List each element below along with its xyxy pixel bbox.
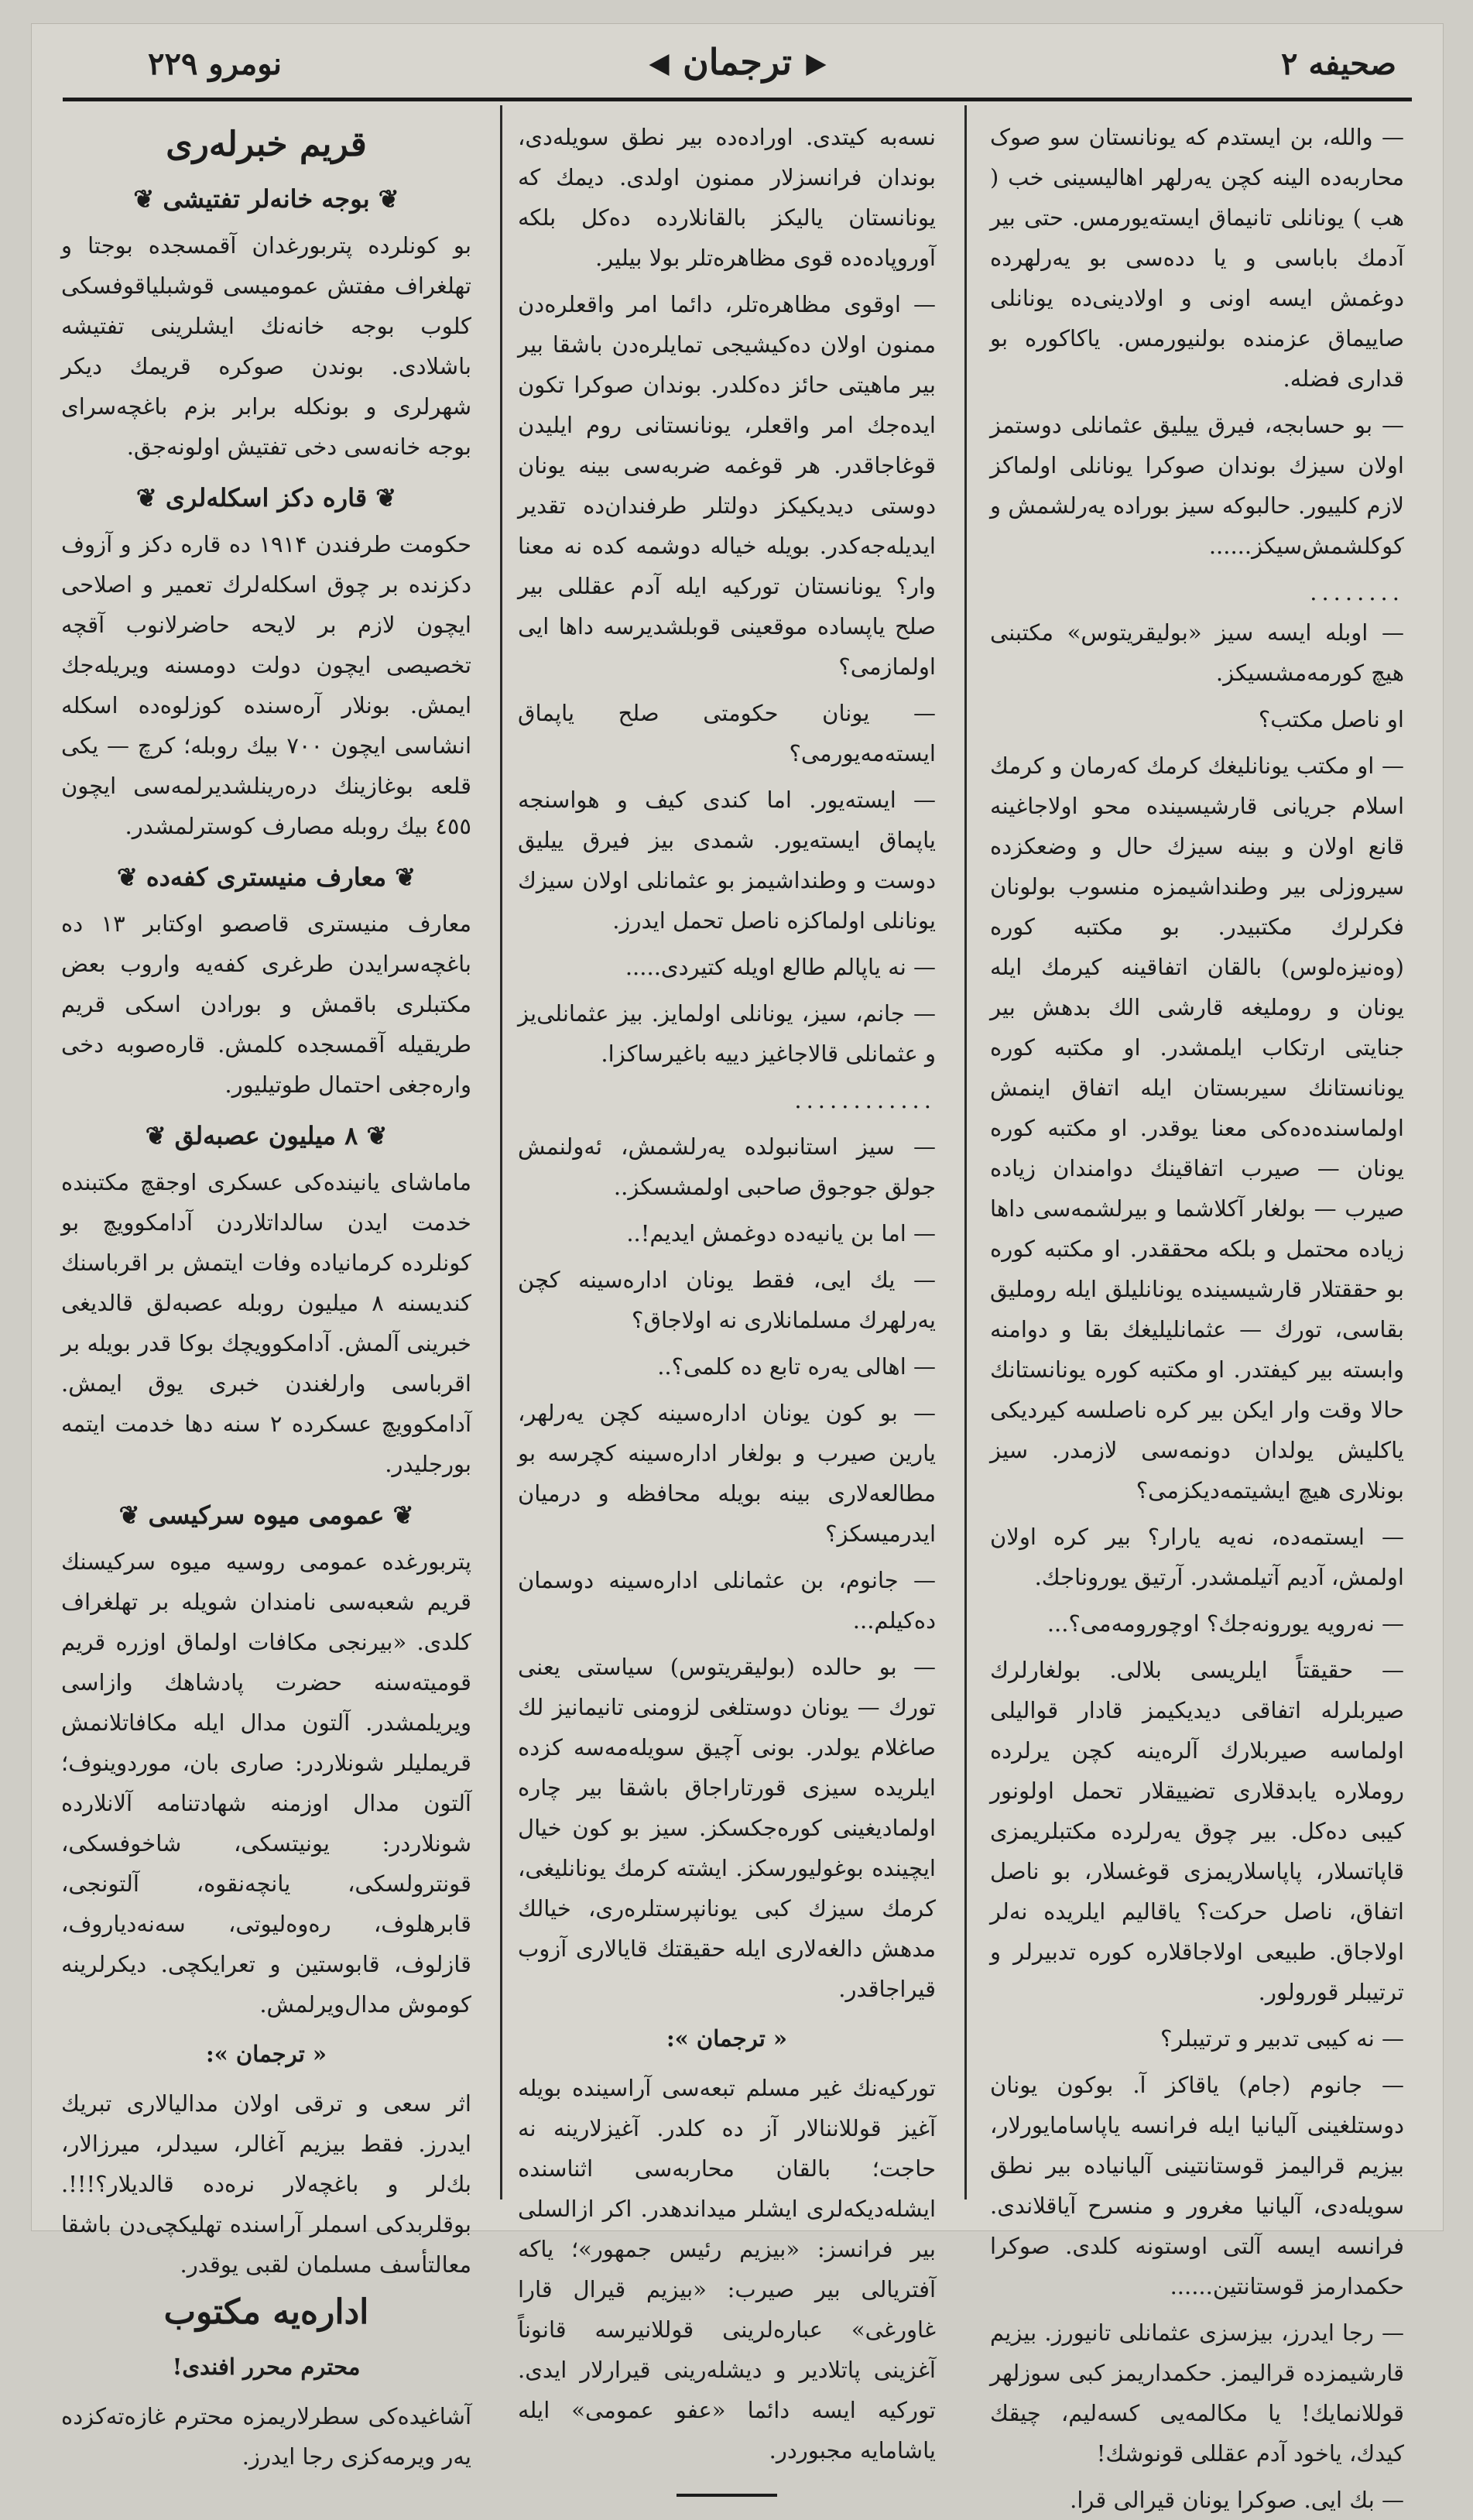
- paragraph: — اهالی یه‌ره تابع ده کلمی؟..: [657, 1353, 936, 1380]
- paragraph: — بو حالده (بولیقریتوس) سیاستی یعنی تورك — یونان دوستلغی لزومنی تانیمانیز لك صاغلام یولدر. بونی آچیق سویله‌مه‌سه کزده ایلریده سیزی قورتاراجاق باشقا بیر چاره اولمادیغینی کوره‌جکسکز. سیز بو کون خیال ایچینده بوغولیورسکز. ایشته کرمك یونانلیغی، کرمك سیزك کبی یونانپرستلره‌ری، خیالك مدهش دالغه‌لاری ایله حقیقتك قایالاری آزوب قیراجاقدر.: [518, 1654, 936, 2002]
- section-title: قریم خبرله‌ری: [166, 125, 367, 164]
- paragraph: — ایستمه‌ده، نه‌یه یارار؟ بیر کره اولان اولمش، آدیم آتیلمشدر. آرتیق یوروناجك.: [990, 1524, 1404, 1590]
- paragraph: — والله، بن ایستدم که یونانستان سو صوک محاربه‌ده الینه کچن یه‌رلهر اهالیسینی خب ( هب ) یونانلی تانیماق ایسته‌یورمس. حتی بیر آدمك باباسی و یا دده‌سی بو یه‌رلهرده دوغمش ایسه اونی و اولادینی‌ده یونانلی صاییماق عزمنده بولنیورمس. یاکاکوره بو قداری فضله.: [990, 124, 1404, 392]
- paragraph: — اوقوی مظاهره‌تلر، دائما امر واقعلره‌دن ممنون اولان ده‌کیشیجی تمایلره‌دن باشقا بیر بیر ماهیتی حائز ده‌کلدر. بوندان صوکرا تکون ایده‌جك امر واقعلر، یونانستانی روم ایلیدن قوغاجاقدر. هر قوغمه ضربه‌سی بینه یونان دوستی دیدیکیکز دولتلر طرفندان‌ده تقدیر ایدیله‌جه‌کدر. بویله خیاله دوشمه کده نه معنا وار؟ یونانستان تورکیه ایله آدم عقللی بیر صلح یاپساده موقعینی قوبلشدیرسه داها ایی اولمازمی؟: [518, 291, 936, 680]
- paragraph: نسه‌به کیتدی. اوراده‌ده بیر نطق سویله‌دی، بوندان فرانسزلار ممنون اولدی. دیمك که یونانستان یالیکز بالقانلارده ده‌کل بلکه آوروپاده‌ده قوی مظاهره‌تلر بولا بیلیر.: [518, 124, 936, 271]
- paragraph: — اما بن یانیه‌ده دوغمش ایدیم!..: [626, 1220, 936, 1246]
- letter-title: اداره‌یه مکتوب: [163, 2292, 369, 2332]
- end-rule: [677, 2494, 777, 2497]
- paragraph: — حقیقتاً ایلریسی بلالی. بولغارلرك صیربلرله اتفاقی دیدیکیمز قادار قوالیلی اولماسه صیربلارك آلره‌ینه کچن یرلرده روملاره یابدقلاری تضییقلار تحمل اولونور کیبی ده‌کل. بیر چوق یه‌رلرده مکتبلریمزی قاپاتسلار، پاپاسلاریمزی قوغسلار، بو ناصل اتفاق، ناصل حرکت؟ یاقالیم ایلریده نه‌لر اولاجاق. طبیعی اولاجاقلاره کوره تدبیرلر و ترتیبلر قورولور.: [990, 1657, 1404, 2005]
- paragraph: — بك ایی. صوکرا یونان قیرالی قرا.: [1070, 2487, 1404, 2513]
- column-right: [990, 117, 1404, 2513]
- item-heading: ❦ قاره دکز اسکله‌لری ❦: [61, 478, 471, 518]
- page-number: صحیفه ۲: [1281, 46, 1396, 82]
- column-left: [61, 117, 472, 2470]
- item-text: بو کونلرده پتربورغدان آقمسجده بوجتا و تهلغراف مفتش عمومیسی قوشبلیاقوفسکی کلوب بوجه خانه‌نك ایشلرینی تفتیشه باشلادی. بوندن صوکره قریمك دیکر شهرلری و بونکله برابر بزم باغچه‌سرای بوجه خانه‌سی دخی تفتیش اولونه‌جق.: [61, 232, 471, 460]
- item-heading: ❦ بوجه خانه‌لر تفتیشی ❦: [61, 179, 471, 219]
- paragraph: — یونان حکومتی صلح یاپماق ایسته‌مه‌یورمی؟: [518, 700, 936, 766]
- header-rule: [63, 98, 1412, 101]
- paragraph: — جانم، سیز، یونانلی اولمایز. بیز عثمانلی‌یز و عثمانلی قالاجاغیز دییه باغیرساکزا.: [518, 1000, 936, 1067]
- item-heading: ❦ ۸ میلیون عصبه‌لق ❦: [61, 1116, 471, 1156]
- paragraph: — اوبله ایسه سیز «بولیقریتوس» مکتبنی هیچ کورمه‌مشسیکز.: [990, 619, 1404, 686]
- paragraph: او ناصل مکتب؟: [1258, 706, 1404, 732]
- ellipsis-separator: ............: [794, 1087, 936, 1113]
- issue-number: نومرو ۲۲۹: [148, 46, 282, 82]
- paragraph: — جانوم (جام) یاقاکز آ. بوکون یونان دوستلغینی آلیانیا ایله فرانسه یاپاسامایورلار، بیزیم قرالیمز قوستانتینی آلیانیاده بیر نطق سویله‌دی، آلیانیا مغرور و منسرح آیاقلاندی. فرانسه ایسه آلتی اوستونه کلدی. صوکرا حکمدارمز قوستانتین......: [990, 2072, 1404, 2299]
- letter-text: آشاغیده‌کی سطرلاریمزه محترم غازه‌ته‌کزده یه‌ر ویرمه‌کزی رجا ایدرز.: [61, 2403, 471, 2470]
- column-divider: [500, 105, 502, 2199]
- paragraph: — نه یاپالم طالع اویله کتیردی.....: [625, 954, 936, 980]
- paragraph: — او مکتب یونانلیغك کرمك که‌رمان و کرمك اسلام جریانی قارشیسینده محو اولاجاغینه قانع اولان و بینه سیزك حال و وضعکزده سیروزلی بیر وطنداشیمزه منسوب بولونان فکرلرك مکتبیدر. بو مکتبه کوره (وه‌نیزه‌لوس) بالقان اتفاقینه کیرمك ایله یونان و روملیغه قارشی الك بدهش بیر جنایتی ارتکاب ایلمشدر. او مکتبه کوره یونانستانك سیربستان ایله اتفاق اینمش اولماسنده‌ده‌کی معنا یوقدر. او مکتبه کوره یونان — صیرب اتفاقینك دوامندان زیاده صیرب — بولغار آکلاشما و بیرلشمه‌سی داها زیاده محتمل و بلکه محققدر. او مکتبه کوره بو حققتلار قارشیسینده یونانلیلق ایله روملیق بقاسی، تورك — عثمانلیلیغك بقا و دوامنه وابسته بیر کیفتدر. او مکتبه کوره یونانستانك حالا وقت وار ایکن بیر کره ناصلسه کیردیکی یاکلیش یولدان دونمه‌سی لازمدر. سیز بونلاری هیچ ایشیتمه‌دیکزمی؟: [990, 753, 1404, 1503]
- paragraph: — سیز استانبولده یه‌رلشمش، ئه‌ولنمش جولق جوجوق صاحبی اولمشسکز..: [518, 1133, 936, 1200]
- ellipsis-separator: ........: [1310, 579, 1404, 605]
- item-text: پتربورغده عمومی روسیه میوه سرکیسنك قریم شعبه‌سی نامندان شویله بر تهلغراف کلدی. «بیرنجی مکافات اولماق اوزره قریم قومیته‌سنه حضرت پادشاهك وازاسی ویریلمشدر. آلتون مدال ایله مکافاتلانمش قریملیلر شونلاردر: صاری بان، موردوینوف؛ آلتون مدال اوزمنه شهادتنامه آلانلارده شونلاردر: یونیتسکی، شاخوفسکی، قونترولسکی، یانچه‌نقوه، آلتونجی، قابرهلوف، ره‌وه‌لیوتی، سه‌نه‌دیاروف، قازلوف، قابوستین و تعرایکچی. دیکرلرینه کوموش مدال‌ویرلمش.: [61, 1548, 471, 2018]
- letter-salutation: محترم محرر افندی!: [172, 2354, 361, 2380]
- page-header: [32, 24, 1443, 109]
- tarjuman-label: « ترجمان »:: [666, 2025, 788, 2052]
- paragraph: تورکیه‌نك غیر مسلم تبعه‌سی آراسینده بویله آغیز قوللاننالار آز ده کلدر. آغیزلارینه نه حاجت؛ بالقان محاربه‌سی اثناسنده ایشله‌دیکه‌لری ایشلر میداندهدر. اکر ازالسلی بیر فرانسز: «بیزیم رئیس جمهور»؛ یاکه آفتریالی بیر صیرب: «بیزیم قیرال قارا غاورغی» عباره‌لرینی قوللانیرسه قانوناً آغزینی پاتلادیر و دیشله‌رینی قیرارلار ایدی. تورکیه ایسه دائما «عفو عمومی» ایله یاشامایه مجبوردر.: [518, 2075, 936, 2463]
- paragraph: — ایسته‌یور. اما کندی کیف و هواسنجه یاپماق ایسته‌یور. شمدی بیز فیرق ییلیق دوست و وطنداشیمز بو عثمانلی اولان سیزك یونانلی اولماکزه ناصل تحمل ایدرز.: [518, 787, 936, 934]
- newspaper-page: [31, 23, 1444, 2513]
- item-heading: ❦ معارف منیستری کفه‌ده ❦: [61, 857, 471, 897]
- item-text: معارف منیستری قاصصو اوکتابر ۱۳ ده باغچه‌سرایدن طرغری کفه‌یه واروب بعض مکتبلری باقمش و بورادن اسکی قریم طریقیله آقمسجده کلمش. قاره‌صوبه دخی واره‌جغی احتمال طوتیلیور.: [61, 910, 472, 1098]
- paragraph: — یك ایی، فقط یونان اداره‌سینه کچن یه‌رلهرك مسلمانلاری نه اولاجاق؟: [518, 1267, 936, 1333]
- item-text: ماماشای یانینده‌کی عسکری اوجقچ مکتبنده خدمت ایدن سالداتلاردن آدامکوویچ بو کونلرده کرمانیاده وفات ایتمش بر اقرباسنك کندیسنه ۸ میلیون روبله عصبه‌لق قالدیغی خبرینی آلمش. آدامکوویچك بوکا قدر بویله بر اقرباسی وارلغندن خبری یوق ایمش. آدامکوویچ عسکرده ۲ سنه دها خدمت ایتمه بورجلیدر.: [61, 1169, 471, 1477]
- item-text: حکومت طرفندن ۱۹۱۴ ده قاره دکز و آزوف دکزنده بر چوق اسکله‌لرك تعمیر و اصلاحی ایچون لازم بر لایحه حاضرلانوب آقچه تخصیصی ایچون دولت دومسنه ویریله‌جك ایمش. بونلار آره‌سنده کوزلوه‌ده اسکله انشاسی ایچون ۷۰۰ بیك روبله؛ کرچ — یکی قلعه بوغازینك دره‌رینلشدیرلمه‌سی ایچون ٤٥٥ بیك روبله مصارف کوسترلمشدر.: [61, 531, 471, 839]
- paragraph: — نه‌رویه یورونه‌جك؟ اوچورومه‌می؟...: [1047, 1610, 1404, 1637]
- item-heading: ❦ عمومی میوه سرکیسی ❦: [61, 1495, 471, 1535]
- paragraph: — نه کیبی تدبیر و ترتیبلر؟: [1160, 2025, 1404, 2052]
- column-middle: [518, 117, 936, 2463]
- column-divider: [964, 105, 967, 2199]
- paragraph: — بو کون یونان اداره‌سینه کچن یه‌رلهر، یارین صیرب و بولغار اداره‌سینه کچرسه بو مطالعه‌لاری بینه بویله محافظه و درمیان ایدرمیسکز؟: [518, 1400, 936, 1547]
- tarjuman-comment: اثر سعی و ترقی اولان مدالیالاری تبریك ایدرز. فقط بیزیم آغالر، سیدلر، میرزالار، بك‌لر و باغچه‌لار نره‌ده قالدیلار؟!!!. بوقلربدکی اسملر آراسنده تهلیکچی‌دن باشقا معالتأسف مسلمان لقبی یوقدر.: [61, 2090, 471, 2278]
- paragraph: — جانوم، بن عثمانلی اداره‌سینه دوسمان ده‌کیلم...: [518, 1567, 936, 1634]
- paragraph: — بو حسابجه، فیرق ییلیق عثمانلی دوستمز اولان سیزك بوندان صوکرا یونانلی اولماکز لازم کلییور. حالبوکه سیز بوراده یه‌رلشمش و کوکلشمش‌سیکز......: [990, 412, 1404, 559]
- newspaper-title: ترجمان: [649, 41, 826, 83]
- tarjuman-label: « ترجمان »:: [205, 2041, 327, 2067]
- paragraph: — رجا ایدرز، بیزسزی عثمانلی تانیورز. بیزیم قارشیمزده قرالیمز. حکمداریمز کبی سوزلهر قوللانمایك! یا مکالمه‌یی کسه‌لیم، چیقك کیدك، یاخود آدم عقللی قونوشك!: [990, 2319, 1404, 2467]
